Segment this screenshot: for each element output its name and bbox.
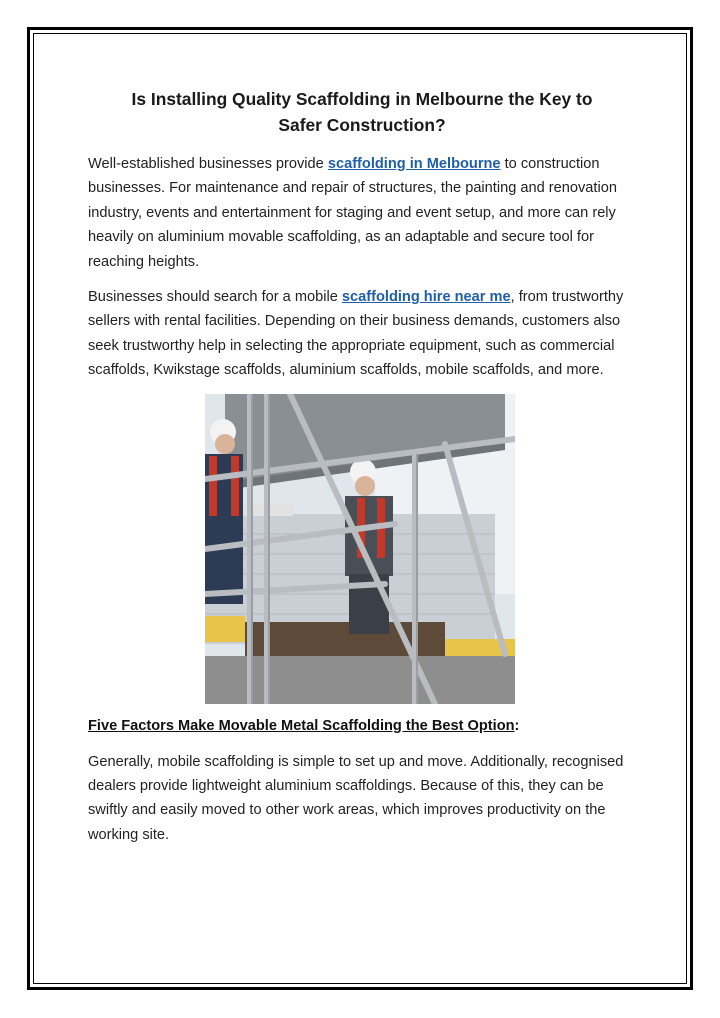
factors-subheading-text: Five Factors Make Movable Metal Scaffolding the Best Option (88, 717, 515, 734)
scaffolding-workers-photo (205, 394, 515, 704)
intro-text-before: Well-established businesses provide (88, 156, 328, 172)
photo-container (88, 394, 636, 704)
hire-text-after: , from trustworthy sellers with rental facilities. Depending on their business demands, customers also seek trustworthy help in selecting the appropriate equipment, such as commercial scaffolds, Kwikstage scaffolds, aluminium scaffolds, mobile scaffolds, and more. (88, 289, 624, 379)
hire-text-before: Businesses should search for a mobile (88, 289, 342, 306)
hire-paragraph (88, 285, 636, 383)
intro-text-after: to construction businesses. For maintenance and repair of structures, the painting and renovation industry, events and entertainment for staging and event setup, and more can rely heavily on aluminium movable scaffolding, as an adaptable and secure tool for reaching heights. (88, 156, 617, 270)
scaffolding-melbourne-link[interactable]: scaffolding in Melbourne (327, 156, 501, 172)
intro-paragraph (88, 152, 636, 274)
scaffolding-hire-link[interactable]: scaffolding hire near me (341, 289, 511, 306)
title-line-2: Safer Construction? (278, 115, 446, 135)
title-line-1: Is Installing Quality Scaffolding in Melbourne the Key to (131, 89, 593, 109)
document-body (88, 86, 636, 858)
page-title (88, 86, 636, 138)
factors-subheading-colon: : (514, 717, 520, 734)
mobility-paragraph: Generally, mobile scaffolding is simple to set up and move. Additionally, recognised dealers provide lightweight aluminium scaffoldings. Because of this, they can be swiftly and easily moved to other work areas, which improves productivity on the working site. (88, 753, 624, 843)
factors-subheading (88, 714, 636, 738)
